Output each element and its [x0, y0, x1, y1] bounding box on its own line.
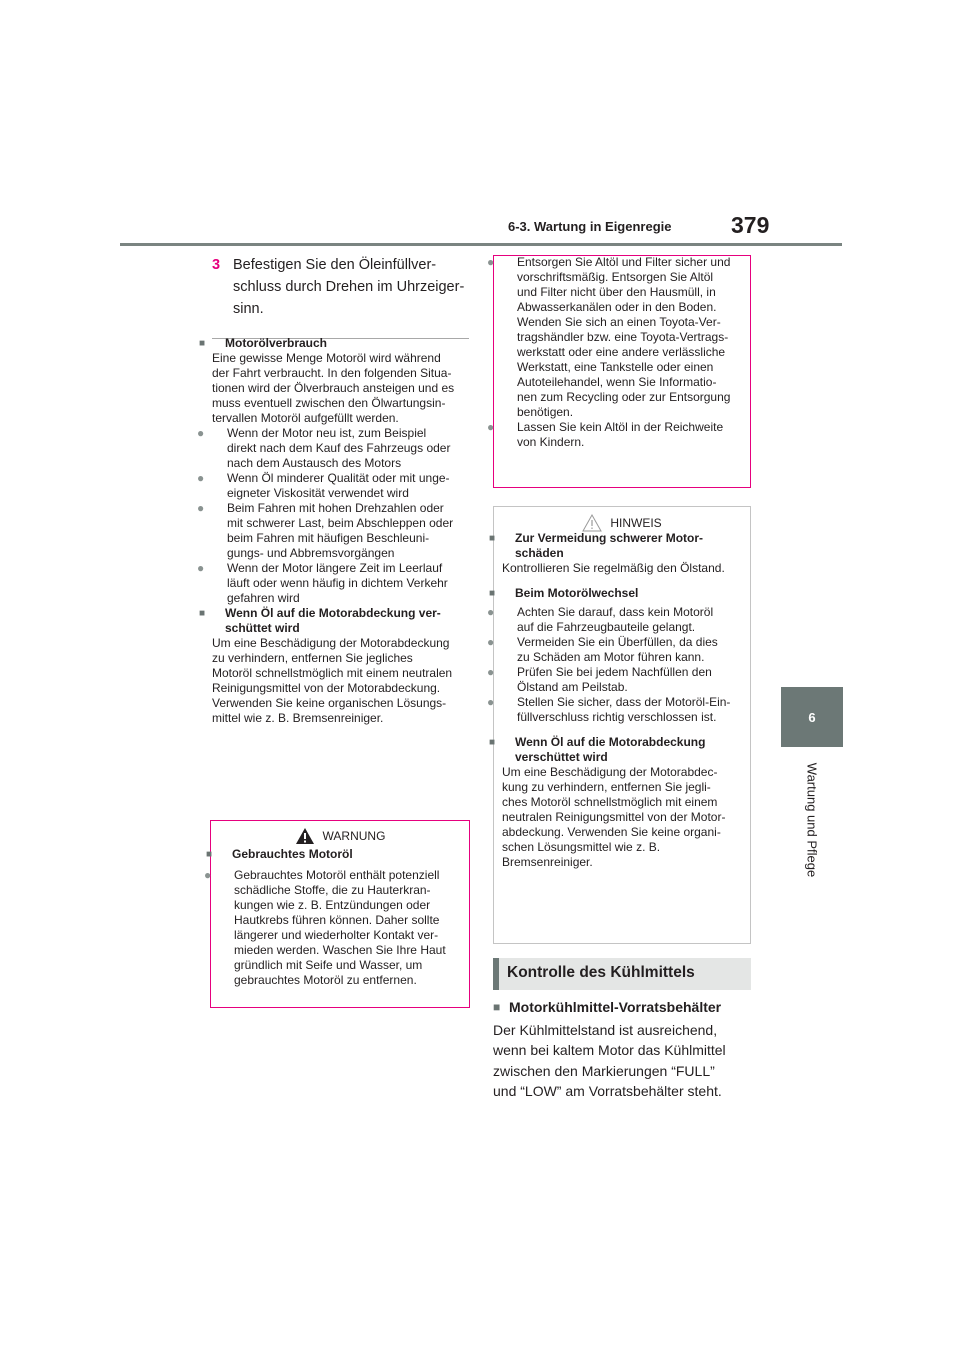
list-item: ● Beim Fahren mit hohen Drehzahlen oder mit schwerer Last, beim Abschleppen oder beim Fahren mit häufigen Beschleuni- gungs- und Abbremsvorgängen: [197, 501, 454, 560]
heading-accent: [493, 958, 499, 990]
warning-continued-box: [487, 255, 751, 488]
step-number: 3: [212, 257, 221, 273]
dot-bullet-icon: ●: [204, 868, 212, 882]
section-heading-label: Kontrolle des Kühlmittels: [507, 964, 695, 981]
kuehlmittel-body: [493, 997, 755, 1102]
dot-bullet-icon: ●: [487, 635, 495, 649]
chapter-tab: 6: [781, 687, 843, 747]
hinweis-heading: ■ Zur Vermeidung schwerer Motor- schäden: [489, 531, 704, 560]
chapter-title: Wartung und Pflege: [804, 762, 820, 878]
step-line: schluss durch Drehen im Uhrzeiger-: [233, 279, 465, 295]
left-column: [197, 336, 474, 726]
paragraph: Um eine Beschädigung der Motorabdeckung zu verhindern, entfernen Sie jegliches Motoröl schnellstmöglich mit einem neutralen Reinigungsmittel von der Motorabdeckung. Verwenden Sie keine organischen Lösungs- mittel wie z. B. Bremsenreiniger.: [212, 636, 453, 725]
square-bullet-icon: ■: [199, 608, 206, 619]
hinweis-box: [487, 506, 751, 944]
warning-content: [204, 847, 461, 988]
list-item: ● Vermeiden Sie ein Überfüllen, da dies zu Schäden am Motor führen kann.: [487, 635, 718, 664]
subheading: ■ Motorkühlmittel-Vorratsbehälter: [493, 997, 755, 1018]
dot-bullet-icon: ●: [197, 501, 205, 515]
list-item: ● Gebrauchtes Motoröl enthält potenziell schädliche Stoffe, die zu Hauterkran- kungen wie z. B. Entzündungen oder Hautkrebs führen können. Daher sollte längerer und wiederholter Kontakt ver- mieden werden. Waschen Sie Ihre Haut gründlich mit Seife und Wasser, um gebrauchtes Motoröl zu entfernen.: [204, 868, 446, 987]
square-bullet-icon: ■: [206, 849, 213, 860]
dot-bullet-icon: ●: [487, 695, 495, 709]
section-title: 6-3. Wartung in Eigenregie: [508, 219, 672, 234]
dot-bullet-icon: ●: [487, 255, 495, 269]
heading-motoroelverbrauch: ■ Motorölverbrauch: [199, 336, 328, 350]
list-item: ● Wenn der Motor neu ist, zum Beispiel direkt nach dem Kauf des Fahrzeugs oder nach dem Austausch des Motors: [197, 426, 451, 470]
warning-icon: [295, 827, 315, 845]
dot-bullet-icon: ●: [487, 605, 495, 619]
dot-bullet-icon: ●: [197, 471, 205, 485]
list-item: ● Achten Sie darauf, dass kein Motoröl auf die Fahrzeugbauteile gelangt.: [487, 605, 714, 634]
page-number: 379: [731, 212, 770, 238]
warning-heading: ■ Gebrauchtes Motoröl: [206, 847, 353, 861]
square-bullet-icon: ■: [489, 737, 496, 748]
hinweis-content: [487, 531, 742, 870]
header-rule: [120, 243, 842, 246]
paragraph: Der Kühlmittelstand ist ausreichend, wenn bei kaltem Motor das Kühlmittel zwischen den Markierungen “FULL” und “LOW” am Vorratsbehälter steht.: [493, 1021, 726, 1099]
step-3: [212, 254, 470, 320]
dot-bullet-icon: ●: [197, 426, 205, 440]
list-item: ● Wenn Öl minderer Qualität oder mit unge- eigneter Viskosität verwendet wird: [197, 471, 450, 500]
caution-icon: [582, 514, 602, 532]
step-text: [233, 254, 470, 320]
hinweis-heading: ■ Wenn Öl auf die Motorabdeckung verschüttet wird: [489, 735, 706, 764]
square-bullet-icon: ■: [493, 1000, 501, 1014]
step-line: Befestigen Sie den Öleinfüllver-: [233, 257, 437, 273]
square-bullet-icon: ■: [489, 588, 496, 599]
hinweis-header: HINWEIS: [494, 514, 750, 532]
list-item: ● Lassen Sie kein Altöl in der Reichweite von Kindern.: [487, 420, 724, 449]
list-item: ● Wenn der Motor längere Zeit im Leerlauf läuft oder wenn häufig in dichtem Verkehr gefahren wird: [197, 561, 448, 605]
section-heading-kuehlmittel: [493, 958, 751, 990]
hinweis-heading: ■ Beim Motorölwechsel: [489, 586, 639, 600]
list-item: ● Stellen Sie sicher, dass der Motoröl-Ein- füllverschluss richtig verschlossen ist.: [487, 695, 731, 724]
warning-header: WARNUNG: [211, 827, 469, 845]
warning-continued-content: [487, 255, 742, 450]
paragraph: Eine gewisse Menge Motoröl wird während der Fahrt verbraucht. In den folgenden Situa- tionen wird der Ölverbrauch ansteigen und es muss eventuell zwischen den Ölwartungsin- tervallen Motoröl aufgefüllt werden.: [212, 351, 455, 425]
heading-oel-motorabdeckung: ■ Wenn Öl auf die Motorabdeckung ver- schüttet wird: [199, 606, 441, 635]
paragraph: Kontrollieren Sie regelmäßig den Ölstand.: [502, 561, 725, 575]
list-item: ● Entsorgen Sie Altöl und Filter sicher und vorschriftsmäßig. Entsorgen Sie Altöl und Filter nicht über den Hausmüll, in Abwasserkanälen oder in den Boden. Wenden Sie sich an einen Toyota-Ver- tragshändler bzw. eine Toyota-Vertrags- werkstatt oder eine andere verlässliche Werkstatt, eine Tankstelle oder einen Autoteilehandel, wenn Sie Informatio- nen zum Recycling oder zur Entsorgung benötigen.: [487, 255, 731, 419]
dot-bullet-icon: ●: [197, 561, 205, 575]
square-bullet-icon: ■: [199, 338, 206, 349]
dot-bullet-icon: ●: [487, 665, 495, 679]
dot-bullet-icon: ●: [487, 420, 495, 434]
square-bullet-icon: ■: [489, 533, 496, 544]
step-line: sinn.: [233, 301, 264, 317]
paragraph: Um eine Beschädigung der Motorabdec- kung zu verhindern, entfernen Sie jegli- ches Motoröl schnellstmöglich mit einem neutralen Reinigungsmittel von der Motor- abdeckung. Verwenden Sie keine organi- schen Lösungsmittel wie z. B. Bremsenreiniger.: [502, 765, 726, 869]
warning-box: [204, 820, 470, 1008]
list-item: ● Prüfen Sie bei jedem Nachfüllen den Ölstand am Peilstab.: [487, 665, 712, 694]
